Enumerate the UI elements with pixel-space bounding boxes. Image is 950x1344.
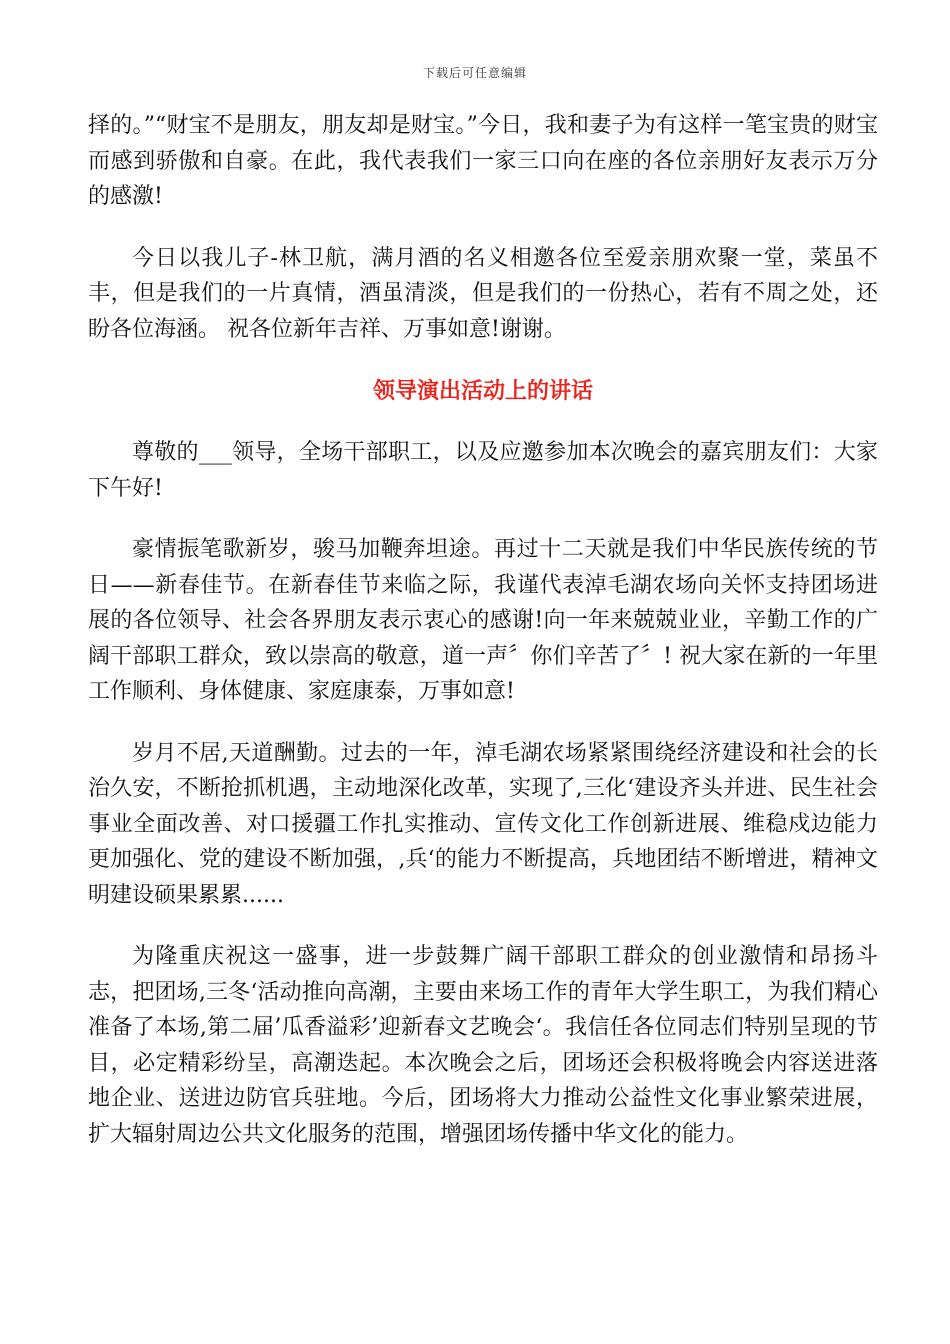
paragraph-closing-thanks: 今日以我儿子-林卫航，满月酒的名义相邀各位至爱亲朋欢聚一堂，菜虽不丰，但是我们的一片真情，酒虽清淡，但是我们的一份热心，若有不周之处，还盼各位海涵。 祝各位新年吉祥、万事如意!谢谢。 — [88, 245, 878, 342]
paragraph-gala-intro: 为隆重庆祝这一盛事，进一步鼓舞广阔干部职工群众的创业激情和昂扬斗志，把团场,三冬‘活动推向高潮，主要由来场工作的青年大学生职工，为我们精心准备了本场,第二届’瓜香溢彩’迎新春文艺晚会‘。我信任各位同志们特别呈现的节目，必定精彩纷呈，高潮迭起。本次晚会之后，团场还会积极将晚会内容送进落地企业、送进边防官兵驻地。今后，团场将大力推动公益性文化事业繁荣进展，扩大辐射周边公共文化服务的范围，增强团场传播中华文化的能力。 — [88, 944, 878, 1147]
paragraph-continued: 择的。”“财宝不是朋友，朋友却是财宝。”今日，我和妻子为有这样一笔宝贵的财宝而感到骄傲和自豪。在此，我代表我们一家三口向在座的各位亲朋好友表示万分的感激! — [88, 113, 878, 209]
paragraph-new-year-wishes: 豪情振笔歌新岁，骏马加鞭奔坦途。再过十二天就是我们中华民族传统的节日——新春佳节。在新春佳节来临之际，我谨代表淖毛湖农场向关怀支持团场进展的各位领导、社会各界朋友表示衷心的感谢!向一年来兢兢业业，辛勤工作的广阔干部职工群众，致以崇高的敬意，道一声〞你们辛苦了〞! 祝大家在新的一年里工作顺利、身体健康、家庭康泰，万事如意! — [88, 537, 878, 704]
paragraph-greeting: 尊敬的___领导，全场干部职工，以及应邀参加本次晚会的嘉宾朋友们：大家下午好! — [88, 440, 878, 501]
paragraph-year-review: 岁月不居,天道酬勤。过去的一年，淖毛湖农场紧紧围绕经济建设和社会的长治久安，不断抢抓机遇，主动地深化改革，实现了,三化‘建设齐头并进、民生社会事业全面改善、对口援疆工作扎实推动、宣传文化工作创新进展、维稳戍边能力更加强化、党的建设不断加强，,兵‘的能力不断提高，兵地团结不断增进，精神文明建设硕果累累...... — [88, 740, 878, 908]
page-header: 下载后可任意编辑 — [422, 66, 527, 80]
document-body — [88, 108, 878, 1178]
section-title: 领导演出活动上的讲话 — [372, 378, 593, 404]
